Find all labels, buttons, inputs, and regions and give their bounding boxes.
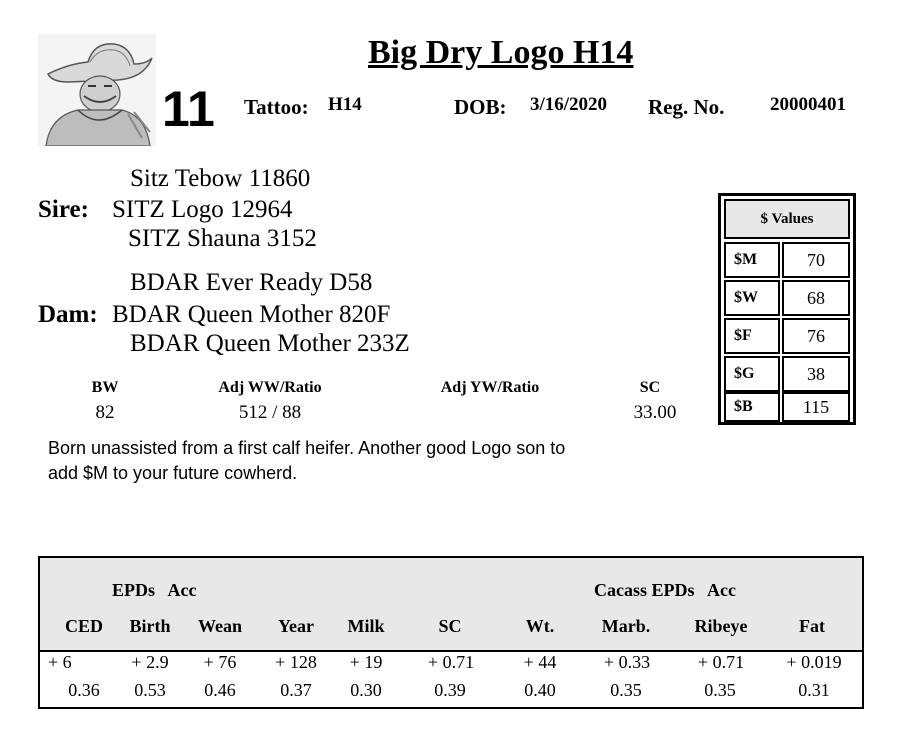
epd-col-wean: Wean bbox=[197, 616, 242, 636]
ww-value: 512 / 88 bbox=[238, 402, 302, 423]
epd-value: + 0.33 bbox=[603, 652, 651, 672]
dob-label: DOB: bbox=[454, 95, 507, 119]
dollar-value-number: 68 bbox=[782, 280, 850, 316]
remarks-text: Born unassisted from a first calf heifer. Another good Logo son to add $M to your future cowherd. bbox=[48, 438, 566, 483]
epd-col-birth: Birth bbox=[129, 616, 171, 636]
epd-col-wt: Wt. bbox=[525, 616, 555, 636]
sire-name: SITZ Logo 12964 bbox=[112, 196, 293, 223]
epd-table bbox=[38, 556, 864, 709]
cowboy-portrait-icon bbox=[38, 34, 156, 146]
epd-value: + 19 bbox=[349, 652, 383, 672]
epd-value: + 128 bbox=[275, 652, 317, 672]
epd-accuracy: 0.31 bbox=[798, 680, 830, 700]
epd-col-sc: SC bbox=[438, 616, 462, 636]
sire-label: Sire: bbox=[38, 196, 89, 223]
reg-value: 20000401 bbox=[770, 94, 846, 115]
yw-label: Adj YW/Ratio bbox=[440, 379, 540, 396]
dob-value: 3/16/2020 bbox=[530, 94, 608, 115]
epd-accuracy: 0.35 bbox=[610, 680, 642, 700]
epd-col-ced: CED bbox=[64, 616, 103, 636]
dam-dam: BDAR Queen Mother 233Z bbox=[130, 330, 410, 357]
epd-accuracy: 0.46 bbox=[204, 680, 236, 700]
epd-accuracy: 0.30 bbox=[350, 680, 382, 700]
epd-value: + 76 bbox=[203, 652, 237, 672]
dollar-value-row bbox=[724, 318, 850, 354]
dollar-value-number: 38 bbox=[782, 356, 850, 392]
epd-value: + 44 bbox=[523, 652, 557, 672]
epd-col-ribeye: Ribeye bbox=[694, 616, 748, 636]
epd-col-fat: Fat bbox=[799, 616, 825, 636]
dam-label: Dam: bbox=[38, 301, 98, 328]
epd-value: + 0.019 bbox=[786, 652, 842, 672]
sc-label: SC bbox=[639, 379, 661, 396]
dollar-value-number: 76 bbox=[782, 318, 850, 354]
dollar-value-name: $B bbox=[724, 392, 780, 422]
epd-value: + 0.71 bbox=[697, 652, 745, 672]
dollar-values-table bbox=[718, 193, 856, 425]
epd-accuracy: 0.53 bbox=[134, 680, 166, 700]
epd-col-year: Year bbox=[278, 616, 314, 636]
sire-dam: SITZ Shauna 3152 bbox=[128, 225, 317, 252]
ww-label: Adj WW/Ratio bbox=[218, 379, 322, 396]
lot-number: 11 bbox=[162, 81, 215, 137]
dollar-values-title: $ Values bbox=[724, 199, 850, 239]
bw-label: BW bbox=[91, 379, 119, 396]
epd-value: + 2.9 bbox=[131, 652, 169, 672]
dollar-value-name: $M bbox=[724, 242, 780, 278]
dollar-value-row bbox=[724, 356, 850, 392]
epd-value: + 6 bbox=[48, 652, 72, 672]
dollar-value-number: 115 bbox=[782, 392, 850, 422]
dollar-value-row bbox=[724, 392, 850, 422]
epd-accuracy: 0.39 bbox=[434, 680, 466, 700]
epd-accuracy: 0.35 bbox=[704, 680, 736, 700]
epd-header bbox=[40, 558, 862, 652]
dollar-value-row bbox=[724, 242, 850, 278]
dollar-value-number: 70 bbox=[782, 242, 850, 278]
dam-name: BDAR Queen Mother 820F bbox=[112, 301, 391, 328]
dam-sire: BDAR Ever Ready D58 bbox=[130, 269, 373, 296]
dollar-value-name: $F bbox=[724, 318, 780, 354]
page-title: Big Dry Logo H14 bbox=[368, 34, 634, 71]
dollar-value-name: $G bbox=[724, 356, 780, 392]
epd-accuracy: 0.36 bbox=[68, 680, 100, 700]
epd-accuracy: 0.40 bbox=[524, 680, 556, 700]
epd-accuracy: 0.37 bbox=[280, 680, 312, 700]
epd-value: + 0.71 bbox=[427, 652, 475, 672]
sire-sire: Sitz Tebow 11860 bbox=[130, 165, 311, 192]
tattoo-label: Tattoo: bbox=[244, 95, 309, 119]
carcass-group-label: Cacass EPDs Acc bbox=[594, 580, 736, 600]
bw-value: 82 bbox=[95, 402, 115, 423]
dollar-value-row bbox=[724, 280, 850, 316]
epd-group-label: EPDs Acc bbox=[112, 580, 197, 600]
reg-label: Reg. No. bbox=[648, 95, 725, 119]
epd-col-marb: Marb. bbox=[601, 616, 651, 636]
sc-value: 33.00 bbox=[633, 402, 677, 423]
dollar-value-name: $W bbox=[724, 280, 780, 316]
epd-col-milk: Milk bbox=[347, 616, 385, 636]
tattoo-value: H14 bbox=[328, 94, 362, 115]
